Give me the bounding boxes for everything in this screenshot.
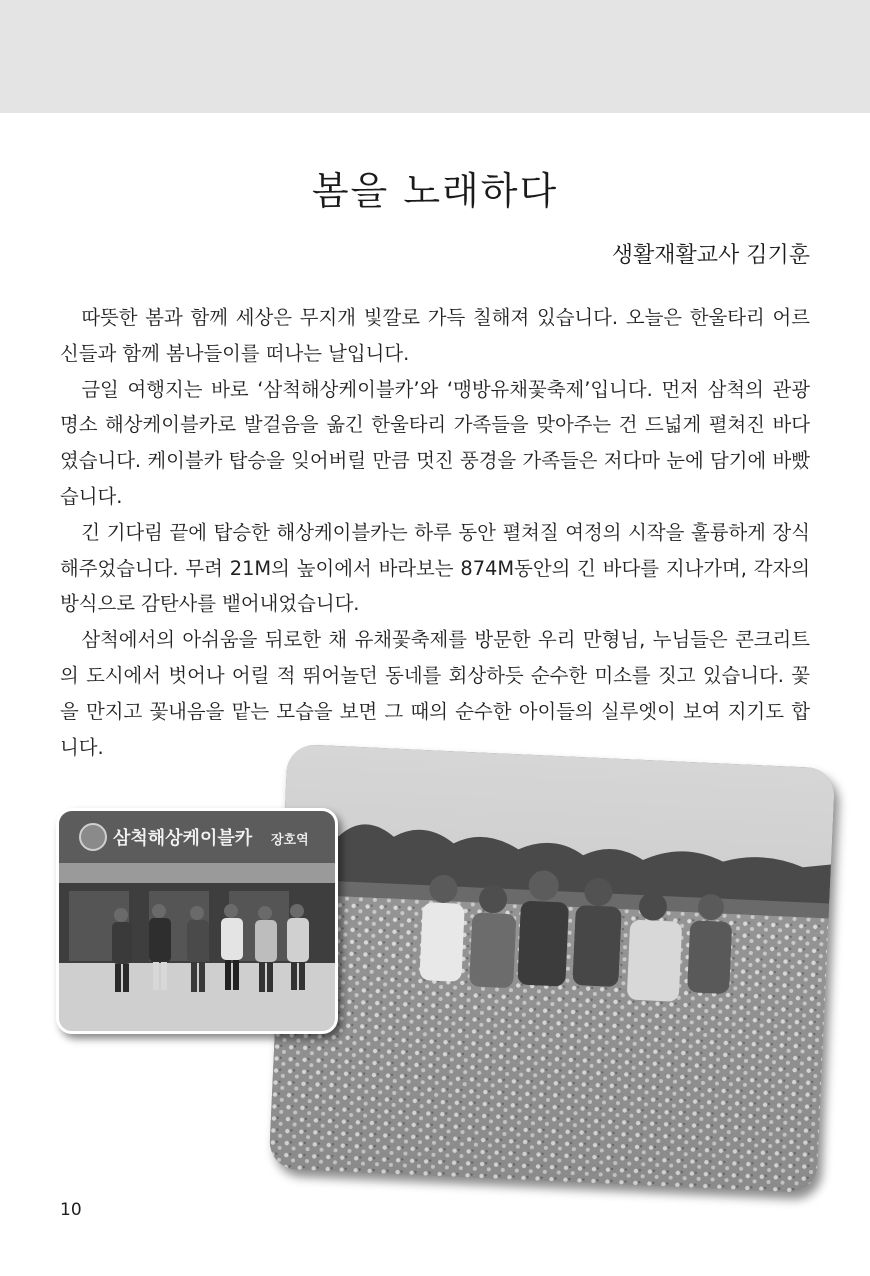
flower-field-illustration xyxy=(269,744,836,1193)
station-sign-text: 삼척해상케이블카 xyxy=(113,828,253,849)
article-body xyxy=(60,300,810,765)
paragraph-2: 금일 여행지는 바로 ‘삼척해상케이블카’와 ‘맹방유채꽃축제’입니다. 먼저 삼척의 관광명소 해상케이블카로 발걸음을 옮긴 한울타리 가족들을 맞아주는 건 드넓게 펼쳐진 바다였습니다. 케이블카 탑승을 잊어버릴 만큼 멋진 풍경을 가족들은 저다마 눈에 담기에 바빴습니다. xyxy=(60,377,810,508)
paragraph-4: 삼척에서의 아쉬움을 뒤로한 채 유채꽃축제를 방문한 우리 만형님, 누님들은 콘크리트의 도시에서 벗어나 어릴 적 뛰어놀던 동네를 회상하듯 순수한 미소를 짓고 있습니다. 꽃을 만지고 꽃내음을 맡는 모습을 보면 그 때의 순수한 아이들의 실루엣이 보여 지기도 합니다. xyxy=(60,628,810,759)
station-sign-station: 장호역 xyxy=(271,833,309,848)
page-title: 봄을 노래하다 xyxy=(311,169,559,213)
author-line: 생활재활교사 김기훈 xyxy=(611,243,810,268)
page-number: 10 xyxy=(60,1200,82,1220)
cable-car-station-photo xyxy=(56,808,338,1034)
header-band xyxy=(0,0,870,113)
paragraph-1: 따뜻한 봄과 함께 세상은 무지개 빛깔로 가득 칠해져 있습니다. 오늘은 한울타리 어르신들과 함께 봄나들이를 떠나는 날입니다. xyxy=(60,306,810,365)
station-illustration xyxy=(59,811,335,1031)
flower-field-photo xyxy=(269,744,836,1193)
paragraph-3: 긴 기다림 끝에 탑승한 해상케이블카는 하루 동안 펼쳐질 여정의 시작을 훌륭하게 장식해주었습니다. 무려 21M의 높이에서 바라보는 874M동안의 긴 바다를 지나가며, 각자의 방식으로 감탄사를 뱉어내었습니다. xyxy=(60,520,810,616)
